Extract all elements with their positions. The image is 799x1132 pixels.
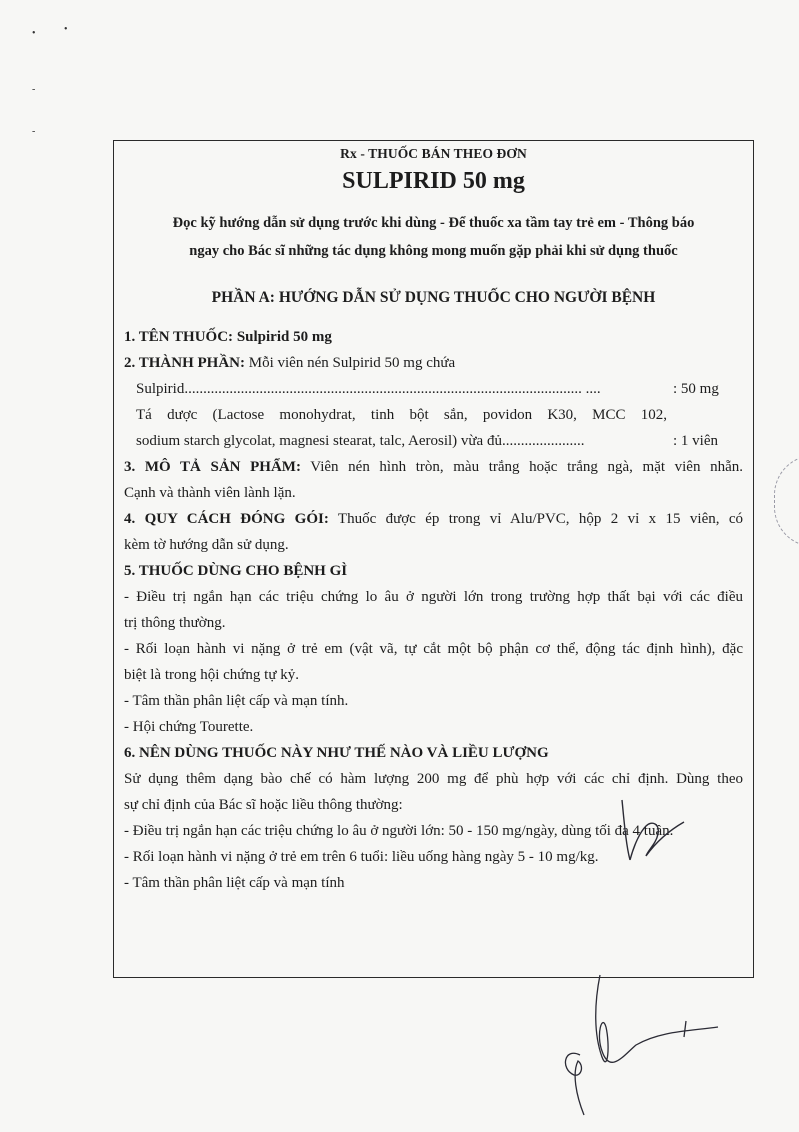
- scan-speck: -: [32, 84, 36, 95]
- ingredient-row: [124, 428, 743, 454]
- ingredient-row: [124, 376, 743, 402]
- composition-intro: Mỗi viên nén Sulpirid 50 mg chứa: [244, 355, 456, 371]
- packaging-text: Thuốc được ép trong vỉ Alu/PVC, hộp 2 vỉ x 15 viên, có: [328, 511, 743, 527]
- section-heading: 1. TÊN THUỐC:: [124, 329, 234, 345]
- indication-item: - Tâm thần phân liệt cấp và mạn tính.: [124, 693, 349, 709]
- section-heading: 3. MÔ TẢ SẢN PHẨM:: [124, 459, 301, 475]
- warning-line: Đọc kỹ hướng dẫn sử dụng trước khi dùng - Để thuốc xa tầm tay trẻ em - Thông báo: [172, 215, 695, 231]
- section-description: [124, 454, 743, 506]
- section-indications: [124, 558, 743, 740]
- scan-speck: •: [64, 24, 68, 35]
- excipient-line: Tá dược (Lactose monohydrat, tinh bột sắn, povidon K30, MCC 102,: [136, 407, 667, 423]
- description-text: Viên nén hình tròn, màu trắng hoặc trắng ngà, mặt viên nhẵn.: [300, 459, 743, 475]
- packaging-text: kèm tờ hướng dẫn sử dụng.: [124, 537, 289, 553]
- indication-item: - Rối loạn hành vi nặng ở trẻ em (vật vã, tự cắt một bộ phận cơ thể, động tác định hình), đặc: [124, 641, 743, 657]
- warning-line: ngay cho Bác sĩ những tác dụng không mong muốn gặp phải khi sử dụng thuốc: [189, 243, 678, 259]
- product-title: SULPIRID 50 mg: [342, 168, 525, 194]
- rx-label: Rx - THUỐC BÁN THEO ĐƠN: [340, 146, 527, 161]
- section-heading: 5. THUỐC DÙNG CHO BỆNH GÌ: [124, 563, 348, 579]
- dosage-text: sự chỉ định của Bác sĩ hoặc liều thông thường:: [124, 797, 403, 813]
- signature-mark: [550, 965, 730, 1125]
- indication-item: - Điều trị ngắn hạn các triệu chứng lo âu ở người lớn trong trường hợp thất bại với các điều: [124, 589, 743, 605]
- indication-item: - Hội chứng Tourette.: [124, 719, 254, 735]
- section-packaging: [124, 506, 743, 558]
- section-heading: 4. QUY CÁCH ĐÓNG GÓI:: [124, 511, 329, 527]
- description-text: Cạnh và thành viên lành lặn.: [124, 485, 296, 501]
- section-composition: [124, 350, 743, 454]
- part-a-heading: PHẦN A: HƯỚNG DẪN SỬ DỤNG THUỐC CHO NGƯỜI BỆNH: [211, 289, 656, 306]
- stamp-edge: [774, 455, 799, 547]
- excipient-line: sodium starch glycolat, magnesi stearat, talc, Aerosil) vừa đủ......................: [136, 433, 585, 449]
- ingredient-qty: : 50 mg: [673, 381, 719, 397]
- section-heading: 2. THÀNH PHẦN:: [124, 355, 245, 371]
- warning-text: [124, 209, 743, 265]
- scan-speck: •: [32, 28, 36, 39]
- product-name: Sulpirid 50 mg: [233, 329, 332, 345]
- signature-mark: [600, 790, 690, 870]
- section-name: [124, 324, 743, 350]
- dosage-item: - Tâm thần phân liệt cấp và mạn tính: [124, 875, 345, 891]
- dosage-item: - Rối loạn hành vi nặng ở trẻ em trên 6 tuổi: liều uống hàng ngày 5 - 10 mg/kg.: [124, 849, 599, 865]
- dosage-text: Sử dụng thêm dạng bào chế có hàm lượng 200 mg để phù hợp với các chỉ định. Dùng theo: [124, 771, 743, 787]
- ingredient-name: Sulpirid.......................................................................................................... ....: [136, 381, 601, 397]
- ingredient-qty: : 1 viên: [673, 433, 718, 449]
- indication-item: biệt là trong hội chứng tự kỷ.: [124, 667, 299, 683]
- indication-item: trị thông thường.: [124, 615, 226, 631]
- scan-speck: -: [32, 126, 36, 137]
- section-heading: 6. NÊN DÙNG THUỐC NÀY NHƯ THẾ NÀO VÀ LIỀU LƯỢNG: [124, 745, 549, 761]
- dosage-item: - Điều trị ngắn hạn các triệu chứng lo âu ở người lớn: 50 - 150 mg/ngày, dùng tối đa 4 tuần.: [124, 823, 674, 839]
